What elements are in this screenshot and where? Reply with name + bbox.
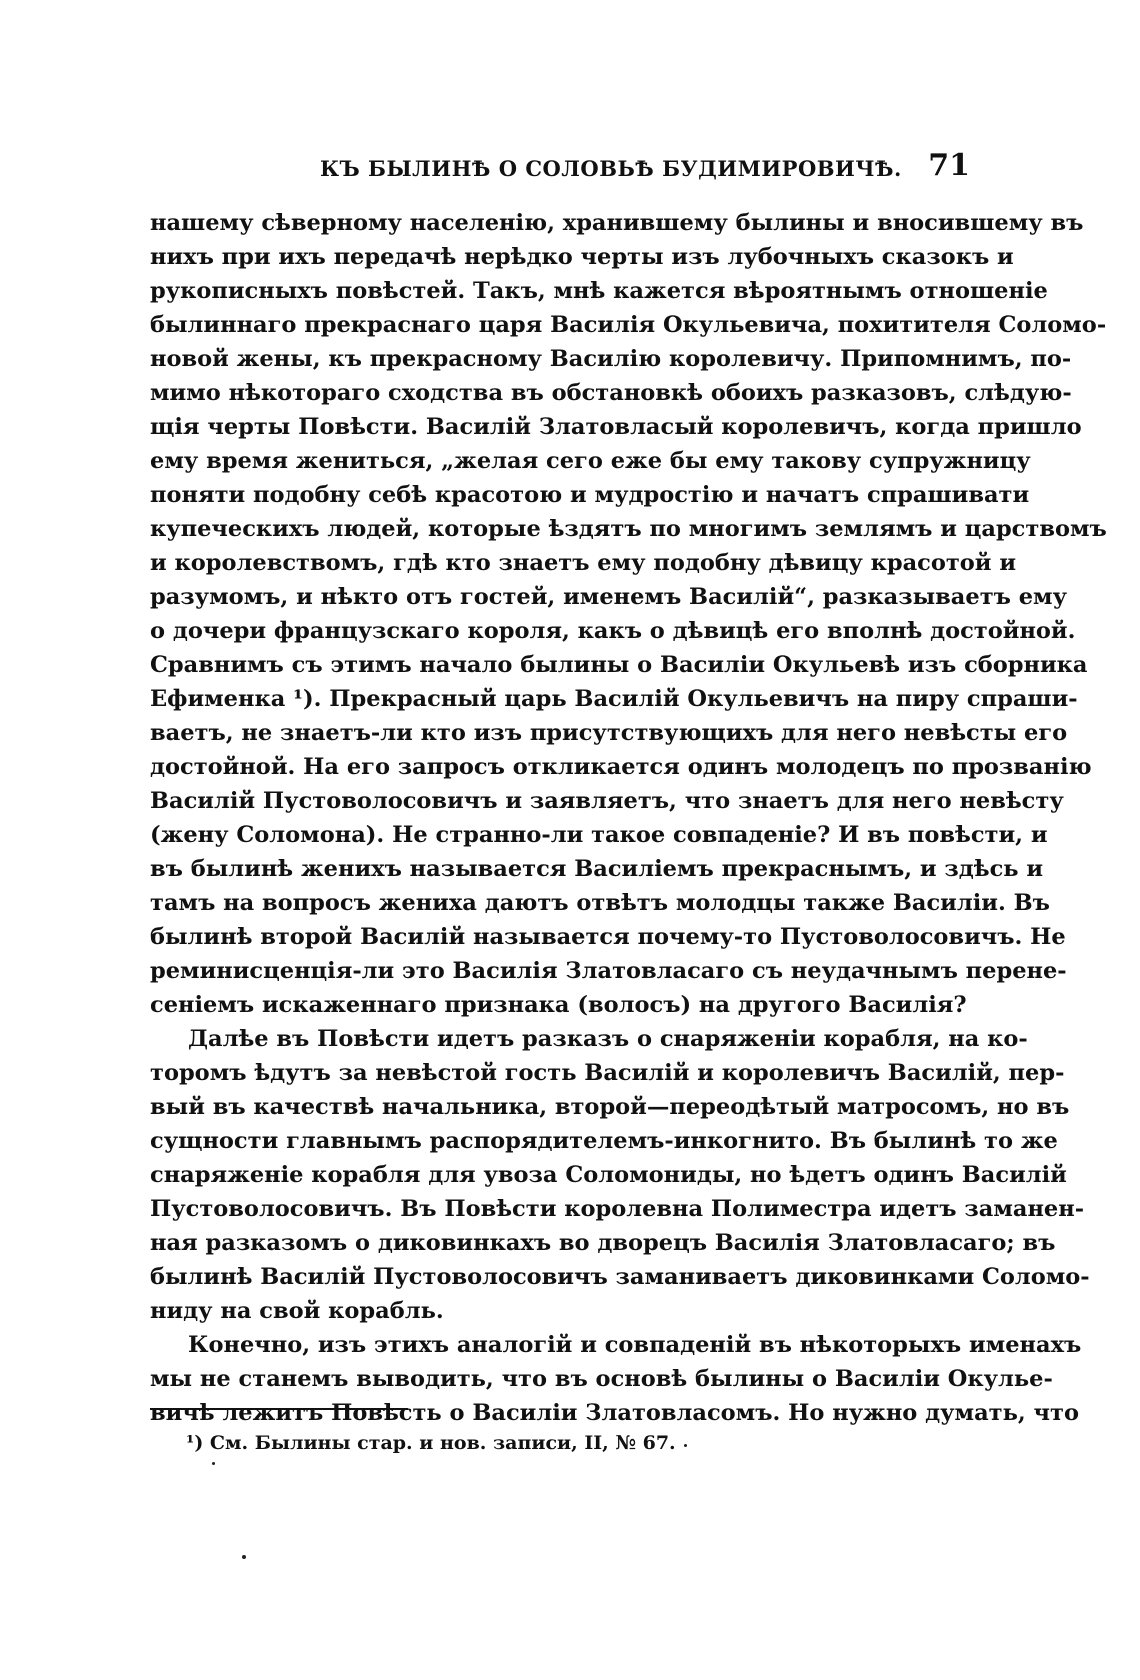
text-line: былиннаго прекраснаго царя Василія Окульевича, похитителя Соломо- (150, 312, 1107, 338)
text-line: Пустоволосовичъ. Въ Повѣсти королевна Полиместра идетъ заманен- (150, 1196, 1085, 1222)
footnote-rule (150, 1408, 408, 1410)
text-line: сеніемъ искаженнаго признака (волосъ) на другого Василія? (150, 992, 967, 1018)
text-line: щія черты Повѣсти. Василій Златовласый королевичъ, когда пришло (150, 414, 1082, 440)
text-line: мы не станемъ выводить, что въ основѣ былины о Василіи Окулье- (150, 1366, 1053, 1392)
text-line: разумомъ, и нѣкто отъ гостей, именемъ Василій“, разказываетъ ему (150, 584, 1067, 610)
text-line: Сравнимъ съ этимъ начало былины о Василіи Окульевѣ изъ сборника (150, 652, 1088, 678)
text-line: былинѣ Василій Пустоволосовичъ заманиваетъ диковинками Соломо- (150, 1264, 1090, 1290)
text-line: реминисценція-ли это Василія Златовласаго съ неудачнымъ перене- (150, 958, 1067, 984)
text-line: достойной. На его запросъ откликается одинъ молодецъ по прозванію (150, 754, 1092, 780)
text-line: Василій Пустоволосовичъ и заявляетъ, что знаетъ для него невѣсту (150, 788, 1064, 814)
page-number: 71 (928, 148, 970, 183)
text-line: купеческихъ людей, которые ѣздятъ по многимъ землямъ и царствомъ (150, 516, 1107, 542)
running-title: КЪ БЫЛИНѢ О СОЛОВЬѢ БУДИМИРОВИЧѢ. (320, 156, 902, 181)
text-line: рукописныхъ повѣстей. Такъ, мнѣ кажется вѣроятнымъ отношеніе (150, 278, 1048, 304)
text-line: мимо нѣкотораго сходства въ обстановкѣ обоихъ разказовъ, слѣдую- (150, 380, 1072, 406)
text-line: нихъ при ихъ передачѣ нерѣдко черты изъ лубочныхъ сказокъ и (150, 244, 1014, 270)
running-head (150, 148, 970, 188)
text-line: вый въ качествѣ начальника, второй—переодѣтый матросомъ, но въ (150, 1094, 1070, 1120)
text-line: въ былинѣ женихъ называется Василіемъ прекраснымъ, и здѣсь и (150, 856, 1044, 882)
text-line: новой жены, къ прекрасному Василію королевичу. Припомнимъ, по- (150, 346, 1072, 372)
text-line: сущности главнымъ распорядителемъ-инкогнито. Въ былинѣ то же (150, 1128, 1058, 1154)
text-line: ваетъ, не знаетъ-ли кто изъ присутствующихъ для него невѣсты его (150, 720, 1068, 746)
text-line: поняти подобну себѣ красотою и мудростію и начатъ спрашивати (150, 482, 1030, 508)
text-line: ниду на свой корабль. (150, 1298, 444, 1324)
text-line: вичѣ лежитъ Повѣсть о Василіи Златовласомъ. Но нужно думать, что (150, 1400, 1079, 1426)
text-line: Ефименка ¹). Прекрасный царь Василій Окульевичъ на пиру спраши- (150, 686, 1078, 712)
text-line: нашему сѣверному населенію, хранившему былины и вносившему въ (150, 210, 1084, 236)
text-line: торомъ ѣдутъ за невѣстой гость Василій и королевичъ Василій, пер- (150, 1060, 1065, 1086)
text-line: снаряженіе корабля для увоза Соломониды, но ѣдетъ одинъ Василій (150, 1162, 1067, 1188)
print-speck (242, 1555, 246, 1559)
text-line: ная разказомъ о диковинкахъ во дворецъ Василія Златовласаго; въ (150, 1230, 1056, 1256)
print-speck (684, 1444, 687, 1447)
text-line: былинѣ второй Василій называется почему-то Пустоволосовичъ. Не (150, 924, 1066, 950)
text-line: Конечно, изъ этихъ аналогій и совпаденій въ нѣкоторыхъ именахъ (188, 1332, 1082, 1358)
text-line: ему время жениться, „желая сего еже бы ему такову супружницу (150, 448, 1031, 474)
text-line: и королевствомъ, гдѣ кто знаетъ ему подобну дѣвицу красотой и (150, 550, 1017, 576)
body-text (150, 206, 1107, 1430)
text-line: Далѣе въ Повѣсти идетъ разказъ о снаряженіи корабля, на ко- (188, 1026, 1028, 1052)
text-line: (жену Соломона). Не странно-ли такое совпаденіе? И въ повѣсти, и (150, 822, 1048, 848)
text-line: о дочери французскаго короля, какъ о дѣвицѣ его вполнѣ достойной. (150, 618, 1076, 644)
text-line: тамъ на вопросъ жениха даютъ отвѣтъ молодцы также Василіи. Въ (150, 890, 1050, 916)
print-speck (212, 1462, 215, 1465)
footnote: ¹) См. Былины стар. и нов. записи, II, № 67. (186, 1432, 676, 1454)
